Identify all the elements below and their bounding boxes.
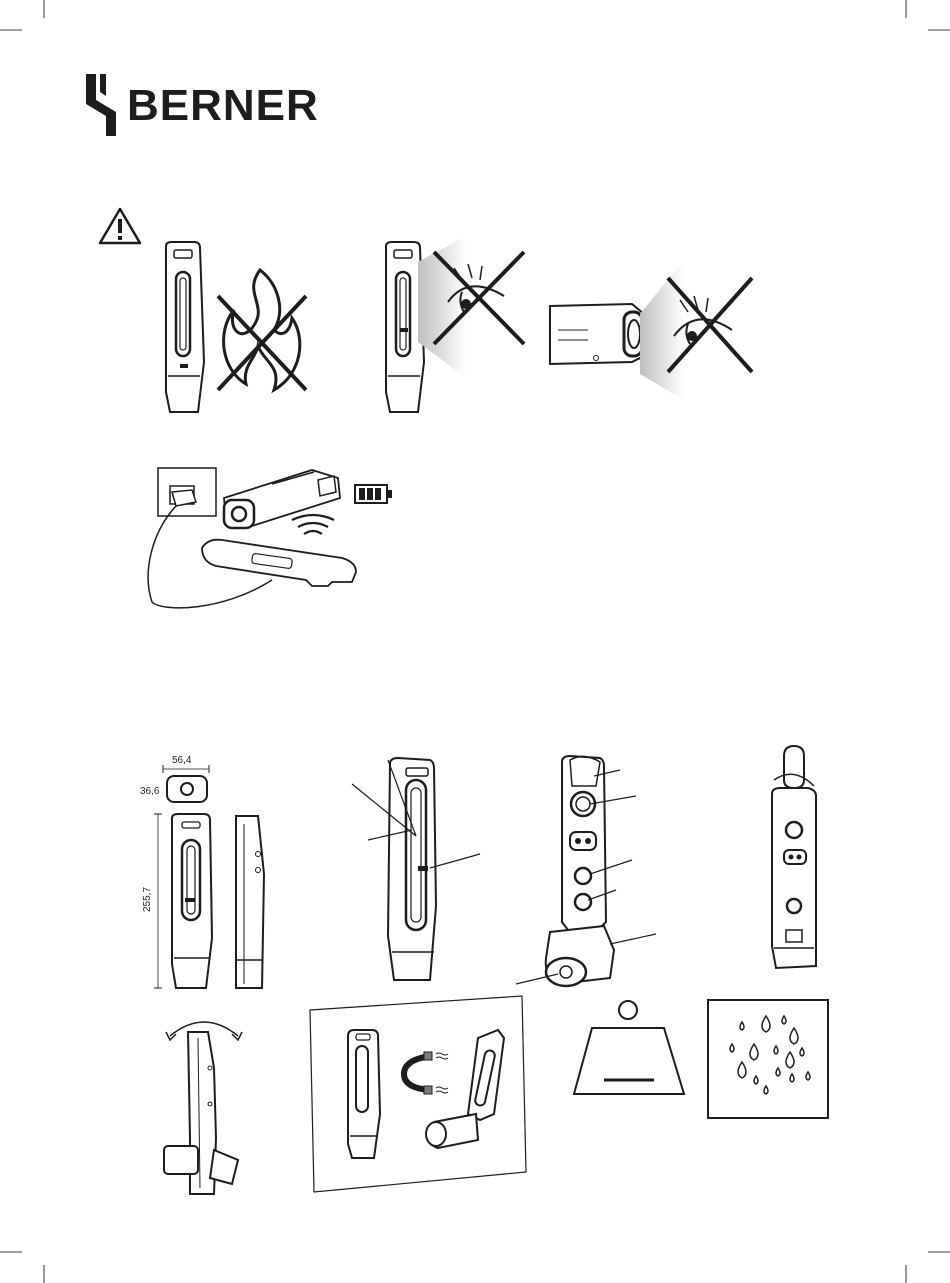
no-fire-icon bbox=[212, 266, 312, 406]
lamp-front-callouts bbox=[350, 756, 490, 986]
lamp-hanging-hook bbox=[764, 746, 824, 976]
dimension-height: 255,7 bbox=[142, 886, 153, 912]
dimension-width-line bbox=[163, 765, 213, 773]
battery-full-icon bbox=[354, 484, 394, 504]
lamp-side-dimensioned bbox=[232, 814, 268, 990]
dimension-width: 56,4 bbox=[172, 755, 192, 766]
lamp-side-head-view bbox=[548, 300, 648, 370]
charging-pad bbox=[202, 540, 356, 586]
lamp-front-dimensioned bbox=[166, 814, 216, 990]
lamp-top-view bbox=[165, 774, 209, 804]
berner-mark-icon bbox=[82, 72, 122, 138]
weight-icon bbox=[570, 998, 690, 1098]
dimension-height-line bbox=[154, 814, 164, 990]
water-drops-icon bbox=[706, 998, 830, 1120]
no-eye-exposure-side-icon bbox=[640, 254, 770, 404]
brand-name: BERNER bbox=[127, 81, 319, 130]
dimension-depth: 36,6 bbox=[140, 786, 160, 797]
wireless-charging-icon bbox=[288, 514, 338, 540]
warning-triangle-icon bbox=[98, 207, 142, 245]
magnet-mount-illustration bbox=[308, 994, 528, 1194]
lamp-rotating-head bbox=[160, 1028, 250, 1198]
lamp-front-view bbox=[160, 242, 206, 418]
lamp-back-callouts bbox=[514, 752, 664, 992]
no-eye-exposure-icon bbox=[418, 232, 538, 382]
